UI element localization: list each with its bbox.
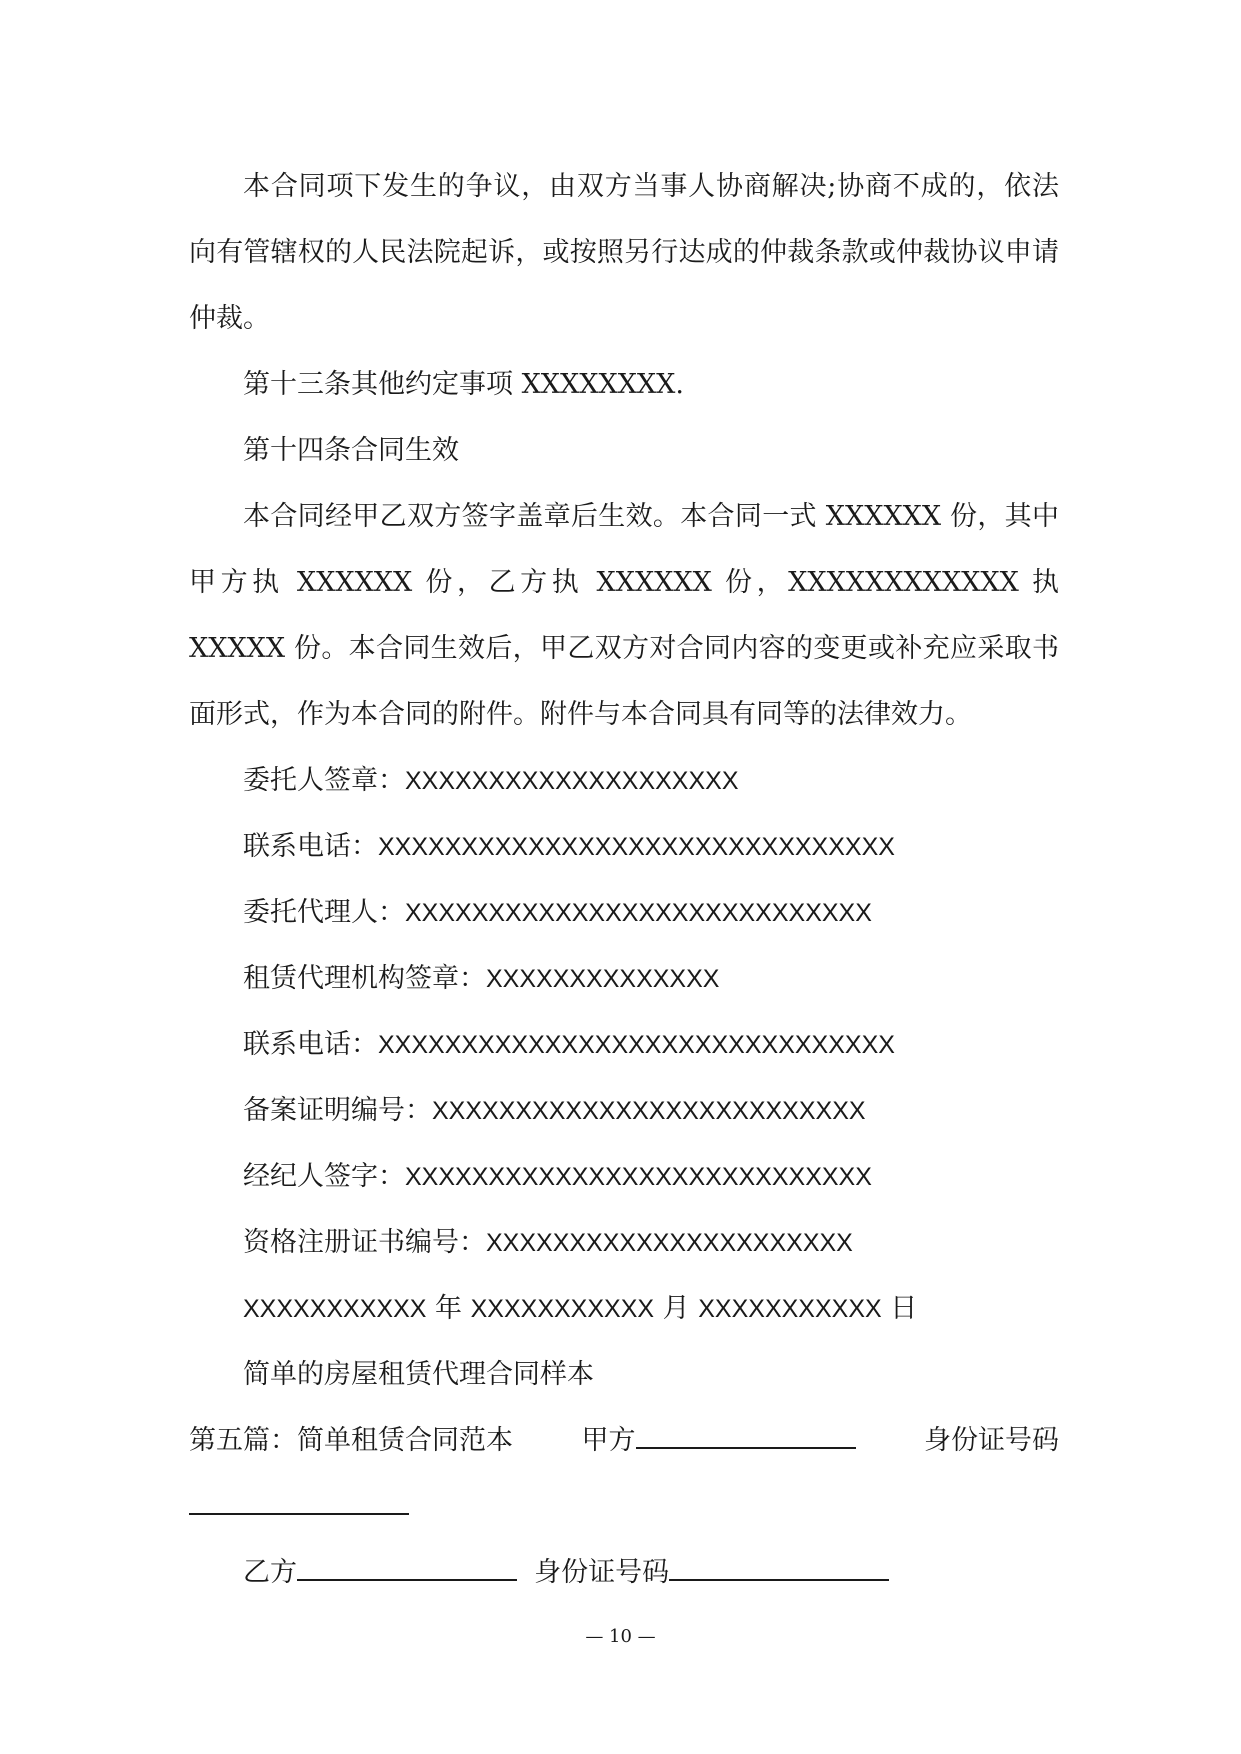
paragraph-dispute-resolution: 本合同项下发生的争议，由双方当事人协商解决;协商不成的，依法向有管辖权的人民法院起诉，或按照另行达成的仲裁条款或仲裁协议申请仲裁。 <box>189 171 1059 334</box>
signature-value: XXXXXXXXXXXXXXXXXXXX <box>405 767 739 795</box>
party-b-label: 乙方 <box>243 1557 297 1588</box>
signature-line-broker <box>189 1144 1059 1210</box>
date-day-value: XXXXXXXXXXX <box>698 1295 882 1323</box>
signature-label: 租赁代理机构签章： <box>243 963 486 994</box>
id-a-blank <box>189 1483 409 1515</box>
date-line <box>189 1276 1059 1342</box>
signature-label: 备案证明编号： <box>243 1095 432 1126</box>
article-13-text: 第十三条其他约定事项 XXXXXXXX. <box>243 369 684 400</box>
signature-line-certificate-number <box>189 1210 1059 1276</box>
party-b-row <box>189 1540 1059 1606</box>
signature-line-filing-number <box>189 1078 1059 1144</box>
date-day-label: 日 <box>890 1293 918 1324</box>
signature-value: XXXXXXXXXXXXXXXXXXXXXXXXXXXXXXX <box>378 1031 895 1059</box>
date-year-value: XXXXXXXXXXX <box>243 1295 427 1323</box>
signature-value: XXXXXXXXXXXXXXXXXXXXXXXXXXXX <box>405 1163 872 1191</box>
signature-label: 委托代理人： <box>243 897 405 928</box>
date-month-value: XXXXXXXXXXX <box>470 1295 655 1323</box>
signature-label: 联系电话： <box>243 831 378 862</box>
party-a-blank <box>636 1417 856 1449</box>
signature-line-agency-seal <box>189 946 1059 1012</box>
id-b-blank <box>669 1549 889 1581</box>
date-year-label: 年 <box>435 1293 463 1324</box>
fifth-chapter-heading-row <box>189 1408 1059 1474</box>
signature-label: 经纪人签字： <box>243 1161 405 1192</box>
signature-label: 资格注册证书编号： <box>243 1227 486 1258</box>
party-b-blank <box>297 1549 517 1581</box>
page-number: — 10 — <box>585 1626 656 1647</box>
fifth-chapter-title: 第五篇：简单租赁合同范本 <box>189 1425 513 1456</box>
document-body <box>189 154 1059 1606</box>
signature-value: XXXXXXXXXXXXXXXXXXXXXX <box>486 1229 853 1257</box>
sample-title: 简单的房屋租赁代理合同样本 <box>243 1359 594 1390</box>
party-a-label: 甲方 <box>581 1425 636 1456</box>
signature-line-agent <box>189 880 1059 946</box>
signature-line-phone-1 <box>189 814 1059 880</box>
signature-value: XXXXXXXXXXXXXX <box>486 965 720 993</box>
signature-value: XXXXXXXXXXXXXXXXXXXXXXXXXXXXXXX <box>378 833 895 861</box>
signature-label: 委托人签章： <box>243 765 405 796</box>
signature-label: 联系电话： <box>243 1029 378 1060</box>
id-a-blank-row <box>189 1474 1059 1540</box>
article-14-heading: 第十四条合同生效 <box>243 435 459 466</box>
signature-line-phone-2 <box>189 1012 1059 1078</box>
signature-line-client-seal <box>189 748 1059 814</box>
paragraph-contract-effect: 本合同经甲乙双方签字盖章后生效。本合同一式 XXXXXX 份，其中甲方执 XXXXXX 份，乙方执 XXXXXX 份，XXXXXXXXXXXX 执 XXXXX 份。本合同生效后，甲乙双方对合同内容的变更或补充应采取书面形式，作为本合同的附件。附件与本合同具有同等的法律效力。 <box>189 501 1059 730</box>
date-month-label: 月 <box>662 1293 690 1324</box>
id-label-b: 身份证号码 <box>534 1557 670 1588</box>
party-a-field <box>582 1408 856 1474</box>
signature-value: XXXXXXXXXXXXXXXXXXXXXXXXXX <box>432 1097 866 1125</box>
article-13-heading <box>189 352 1059 418</box>
signature-value: XXXXXXXXXXXXXXXXXXXXXXXXXXXX <box>405 899 872 927</box>
id-label-a: 身份证号码 <box>924 1425 1059 1456</box>
